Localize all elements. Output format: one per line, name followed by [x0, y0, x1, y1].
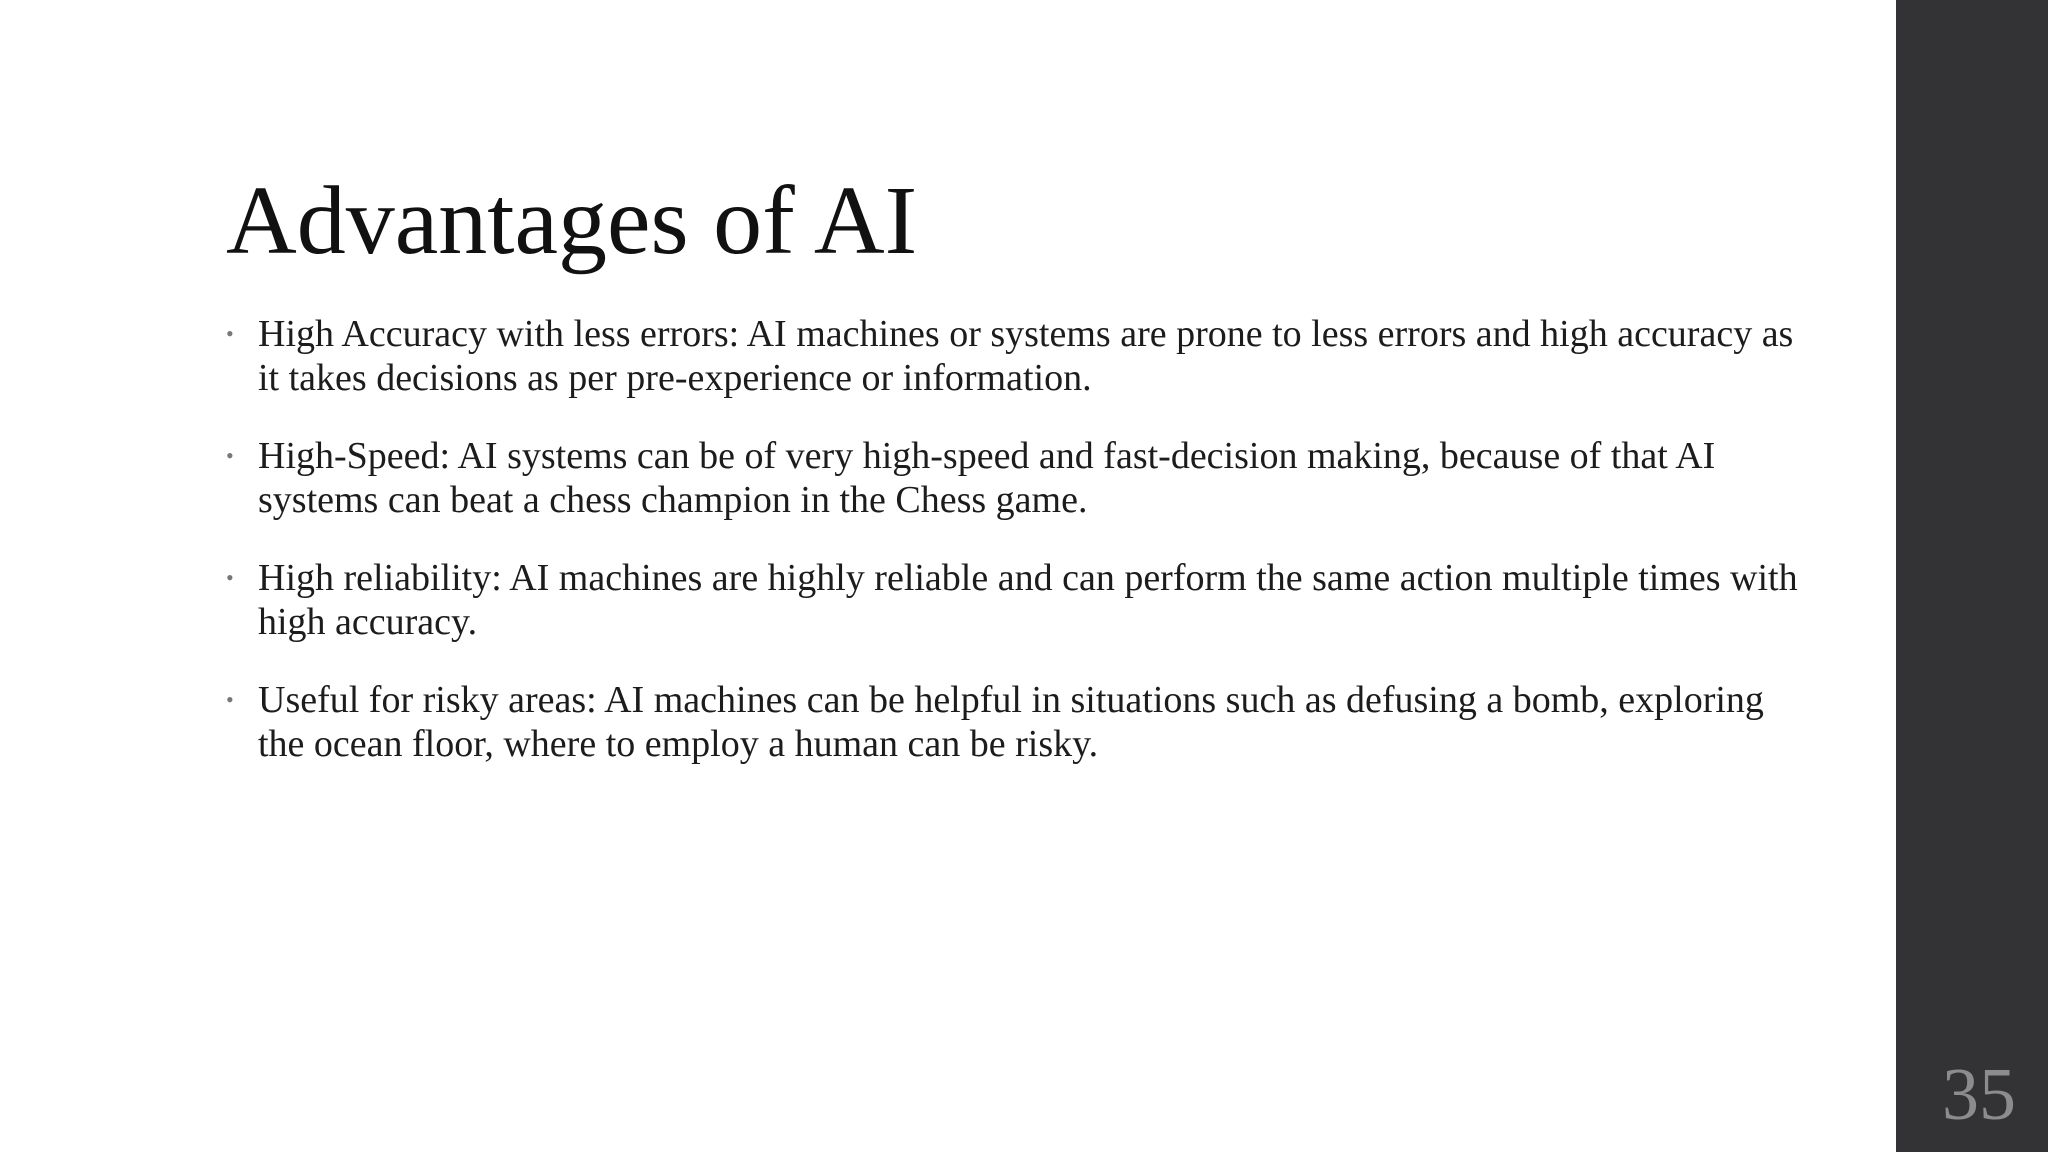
bullet-item — [222, 556, 1802, 644]
bullet-icon: • — [226, 565, 234, 590]
bullet-text: High Accuracy with less errors: AI machines or systems are prone to less errors and high accuracy as it takes decisions as per pre-experience or information. — [258, 313, 1794, 399]
bullet-item — [222, 312, 1802, 400]
bullet-item — [222, 678, 1802, 766]
bullet-text: High reliability: AI machines are highly reliable and can perform the same action multiple times with high accuracy. — [258, 557, 1798, 643]
bullet-icon: • — [226, 443, 234, 468]
bullet-item — [222, 434, 1802, 522]
bullet-icon: • — [226, 321, 234, 346]
slide-title: Advantages of AI — [226, 167, 918, 275]
bullet-text: High-Speed: AI systems can be of very high-speed and fast-decision making, because of that AI systems can beat a chess champion in the Chess game. — [258, 435, 1716, 521]
bullet-text: Useful for risky areas: AI machines can be helpful in situations such as defusing a bomb, exploring the ocean floor, where to employ a human can be risky. — [258, 679, 1764, 765]
bullet-icon: • — [226, 687, 234, 712]
bullet-list — [222, 312, 1802, 800]
slide-number: 35 — [1942, 1054, 2016, 1136]
sidebar-band — [1896, 0, 2048, 1152]
